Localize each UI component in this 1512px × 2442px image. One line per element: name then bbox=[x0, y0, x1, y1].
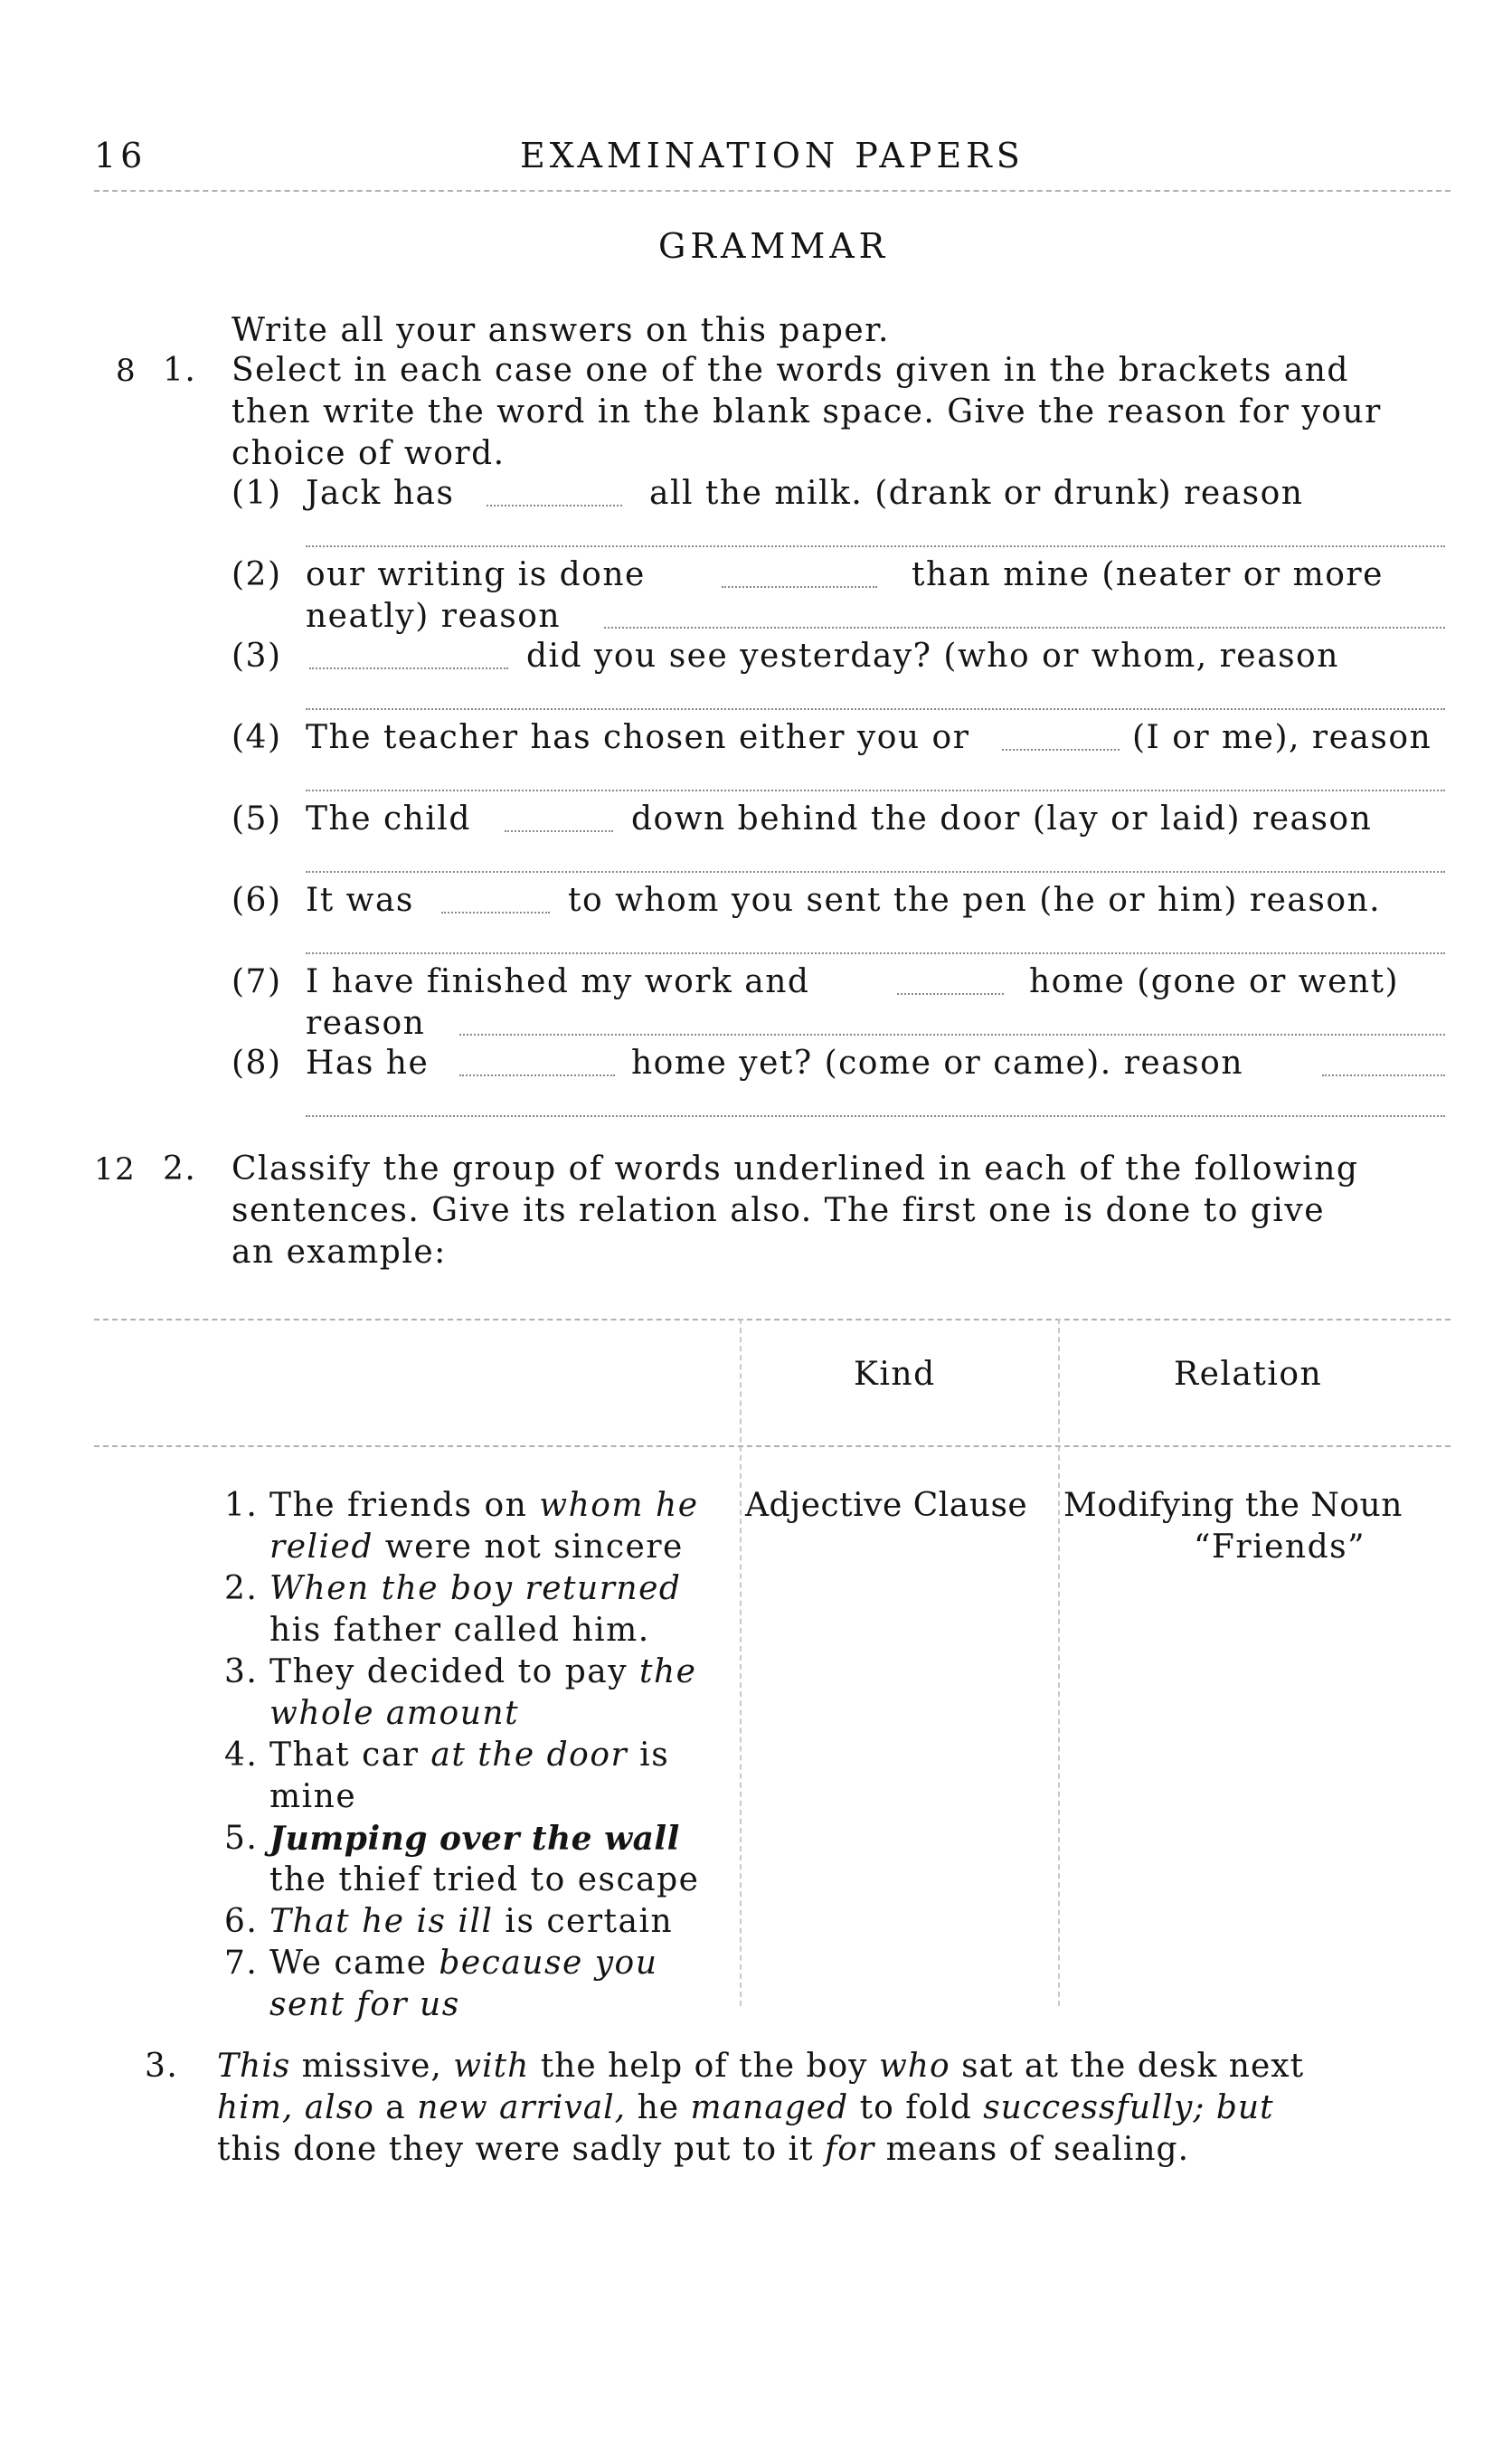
table-row-7-sentence-cont: sent for us bbox=[269, 1986, 460, 2023]
q1-item-2-text-c: neatly) reason bbox=[306, 598, 562, 635]
q1-item-8-reason-tail[interactable] bbox=[1322, 1074, 1445, 1076]
q3-l2-segment: new arrival, bbox=[417, 2089, 627, 2126]
q1-text-line3: choice of word. bbox=[232, 435, 506, 472]
q3-l1-segment: with bbox=[453, 2048, 530, 2085]
q1-item-7-text-c: reason bbox=[306, 1005, 426, 1042]
table-row-1-relation[interactable]: Modifying the Noun bbox=[1063, 1487, 1403, 1524]
q1-item-8-reason-line[interactable] bbox=[306, 1115, 1445, 1117]
q1-item-4-blank[interactable] bbox=[1002, 749, 1120, 751]
q1-item-8-blank[interactable] bbox=[459, 1074, 615, 1076]
q3-l3-segment: means of sealing. bbox=[874, 2131, 1190, 2168]
table-row-4-number: 4. bbox=[224, 1737, 259, 1774]
table-row-4-sentence-cont: mine bbox=[269, 1778, 357, 1815]
q3-l1-segment: This bbox=[217, 2048, 291, 2085]
table-row-2-number: 2. bbox=[224, 1570, 259, 1607]
q1-item-3-number: (3) bbox=[232, 638, 282, 675]
q2-text-line1: Classify the group of words underlined in each of the following bbox=[232, 1150, 1359, 1188]
table-row-7-number: 7. bbox=[224, 1945, 259, 1982]
table-row-2-sentence: When the boy returned bbox=[269, 1570, 682, 1607]
q1-item-4-reason-line[interactable] bbox=[306, 790, 1445, 791]
table-row-3-sentence: They decided to pay the bbox=[269, 1653, 697, 1690]
q1-item-6-reason-line[interactable] bbox=[306, 952, 1445, 954]
q1-item-2-text-b: than mine (neater or more bbox=[912, 556, 1384, 593]
section-title: GRAMMAR bbox=[658, 226, 890, 266]
table-row-5-sentence-cont: the thief tried to escape bbox=[269, 1861, 700, 1898]
page-number: 16 bbox=[94, 136, 147, 175]
q2-marks: 12 bbox=[94, 1151, 137, 1188]
q2-number: 2. bbox=[163, 1150, 197, 1188]
table-row-3-sentence-cont: whole amount bbox=[269, 1695, 520, 1732]
q1-item-7-reason-line[interactable] bbox=[459, 1034, 1445, 1036]
q1-item-4-number: (4) bbox=[232, 719, 282, 756]
q1-item-3-text-b: did you see yesterday? (who or whom, reason bbox=[526, 638, 1339, 675]
q1-text-line1: Select in each case one of the words given in the brackets and bbox=[232, 352, 1349, 389]
q3-l2-segment: a bbox=[373, 2089, 418, 2126]
q1-item-4-text-b: (I or me), reason bbox=[1132, 719, 1432, 756]
q1-item-2-blank[interactable] bbox=[722, 586, 877, 588]
q1-number: 1. bbox=[163, 352, 197, 389]
q3-l2-segment: managed bbox=[690, 2089, 849, 2126]
q1-item-5-text-a: The child bbox=[306, 800, 471, 838]
table-row-5-sentence: Jumping over the wall bbox=[269, 1820, 680, 1858]
table-row-1-sentence-cont: relied were not sincere bbox=[269, 1529, 684, 1566]
q1-item-7-text-a: I have finished my work and bbox=[306, 963, 810, 1000]
q1-item-1-text-a: Jack has bbox=[306, 475, 455, 512]
q3-l2-segment: him, also bbox=[217, 2089, 374, 2126]
table-header-rule bbox=[94, 1445, 1451, 1447]
q3-sentence-line1 bbox=[217, 2046, 1304, 2087]
q2-text-line3: an example: bbox=[232, 1234, 447, 1271]
q3-number: 3. bbox=[145, 2048, 179, 2085]
q1-item-6-number: (6) bbox=[232, 882, 282, 919]
table-row-4-sentence: That car at the door is bbox=[269, 1737, 670, 1774]
q1-item-5-number: (5) bbox=[232, 800, 282, 838]
table-row-2-sentence-cont: his father called him. bbox=[269, 1612, 650, 1649]
q1-item-1-number: (1) bbox=[232, 475, 282, 512]
q3-l1-segment: who bbox=[878, 2048, 950, 2085]
q1-item-6-text-a: It was bbox=[306, 882, 414, 919]
instruction: Write all your answers on this paper. bbox=[232, 312, 890, 349]
q1-item-1-blank[interactable] bbox=[487, 505, 622, 506]
q1-item-5-text-b: down behind the door (lay or laid) reason bbox=[631, 800, 1373, 838]
column-header-kind: Kind bbox=[854, 1356, 936, 1393]
table-row-3-number: 3. bbox=[224, 1653, 259, 1690]
q1-item-2-text-a: our writing is done bbox=[306, 556, 646, 593]
q1-item-8-text-b: home yet? (come or came). reason bbox=[631, 1045, 1243, 1082]
q1-item-4-text-a: The teacher has chosen either you or bbox=[306, 719, 970, 756]
q2-text-line2: sentences. Give its relation also. The first one is done to give bbox=[232, 1192, 1326, 1229]
table-row-6-sentence: That he is ill is certain bbox=[269, 1903, 674, 1940]
table-row-7-sentence: We came because you bbox=[269, 1945, 658, 1982]
q1-item-6-blank[interactable] bbox=[441, 912, 550, 913]
q3-l1-segment: missive, bbox=[290, 2048, 454, 2085]
page-header-title: EXAMINATION PAPERS bbox=[520, 136, 1025, 175]
q1-item-6-text-b: to whom you sent the pen (he or him) reason. bbox=[568, 882, 1382, 919]
q1-item-1-reason-line[interactable] bbox=[306, 545, 1445, 547]
q1-item-5-reason-line[interactable] bbox=[306, 871, 1445, 873]
table-row-5-number: 5. bbox=[224, 1820, 259, 1857]
q1-item-7-text-b: home (gone or went) bbox=[1029, 963, 1400, 1000]
q3-l2-segment: successfully; but bbox=[983, 2089, 1274, 2126]
q3-l1-segment: the help of the boy bbox=[529, 2048, 879, 2085]
q3-sentence-line3 bbox=[217, 2129, 1189, 2171]
q1-item-1-text-b: all the milk. (drank or drunk) reason bbox=[649, 475, 1304, 512]
table-divider-1 bbox=[740, 1319, 742, 2006]
table-divider-2 bbox=[1058, 1319, 1060, 2006]
q3-sentence-line2 bbox=[217, 2087, 1274, 2129]
q1-item-2-reason-line[interactable] bbox=[604, 627, 1445, 629]
q1-text-line2: then write the word in the blank space. Give the reason for your bbox=[232, 393, 1382, 431]
q1-item-3-reason-line[interactable] bbox=[306, 708, 1445, 710]
q1-item-5-blank[interactable] bbox=[505, 830, 613, 832]
table-row-1-number: 1. bbox=[224, 1487, 259, 1524]
q3-l1-segment: sat at the desk next bbox=[950, 2048, 1305, 2085]
table-row-1-sentence: The friends on whom he bbox=[269, 1487, 699, 1524]
q3-l2-segment: to fold bbox=[848, 2089, 984, 2126]
q1-item-2-number: (2) bbox=[232, 556, 282, 593]
q1-item-8-text-a: Has he bbox=[306, 1045, 430, 1082]
q3-l2-segment: he bbox=[626, 2089, 691, 2126]
table-top-rule bbox=[94, 1319, 1451, 1320]
q3-l3-segment: this done they were sadly put to it bbox=[217, 2131, 825, 2168]
q1-item-7-blank[interactable] bbox=[897, 993, 1004, 995]
q3-l3-segment: for bbox=[824, 2131, 875, 2168]
table-row-1-relation-cont: “Friends” bbox=[1194, 1529, 1366, 1566]
q1-item-8-number: (8) bbox=[232, 1045, 282, 1082]
q1-item-7-number: (7) bbox=[232, 963, 282, 1000]
table-row-6-number: 6. bbox=[224, 1903, 259, 1940]
q1-marks: 8 bbox=[116, 353, 137, 389]
column-header-relation: Relation bbox=[1174, 1356, 1323, 1393]
header-rule bbox=[94, 190, 1451, 192]
table-row-1-kind[interactable]: Adjective Clause bbox=[745, 1487, 1028, 1524]
q1-item-3-blank[interactable] bbox=[309, 667, 508, 669]
